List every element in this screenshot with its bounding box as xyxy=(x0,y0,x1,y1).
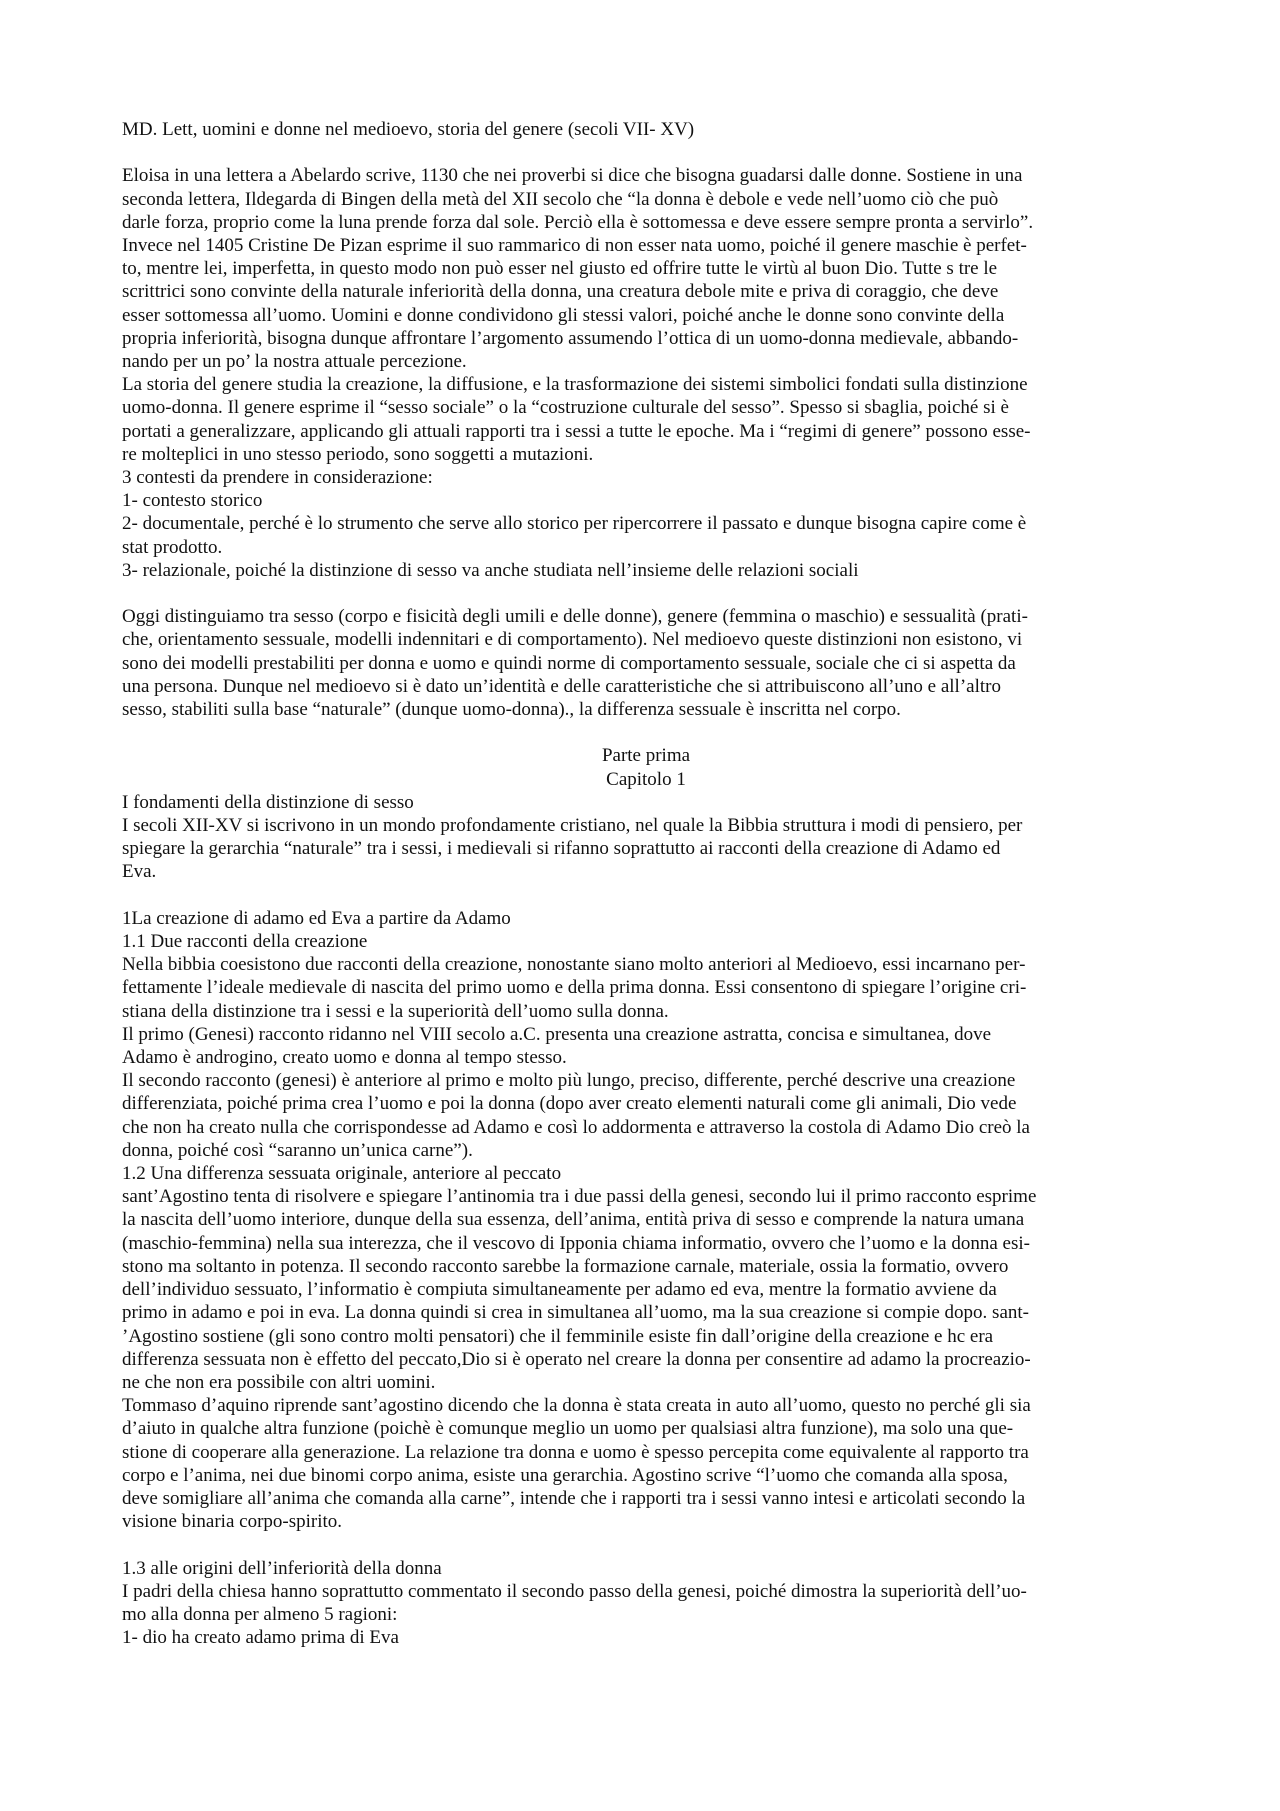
spacer xyxy=(122,1533,1170,1556)
list-item: 2- documentale, perché è lo strumento che serve allo storico per ripercorrere il passato e dunque bisogna capire come è xyxy=(122,513,1027,535)
spacer xyxy=(122,582,1170,605)
text-line: (maschio-femmina) nella sua interezza, che il vescovo di Ipponia chiama informatio, ovvero che l’uomo e la donna esi- xyxy=(122,1232,1030,1254)
text-line: darle forza, proprio come la luna prende forza dal sole. Perciò ella è sottomessa e deve essere sempre pronta a servirlo”. xyxy=(122,211,1034,233)
text-line: propria inferiorità, bisogna dunque affrontare l’argomento assumendo l’ottica di un uomo-donna medievale, abbando- xyxy=(122,327,1019,349)
text-line: ’Agostino sostiene (gli sono contro molti pensatori) che il femminile esiste fin dall’origine della creazione e hc era xyxy=(122,1325,994,1347)
text-line: Il primo (Genesi) racconto ridanno nel VIII secolo a.C. presenta una creazione astratta, concisa e simultanea, dove xyxy=(122,1023,992,1045)
text-line: la nascita dell’uomo interiore, dunque della sua essenza, dell’anima, entità priva di sesso e comprende la natura umana xyxy=(122,1209,1025,1231)
section-heading: I fondamenti della distinzione di sesso xyxy=(122,791,414,813)
spacer xyxy=(122,884,1170,907)
subsection-heading: 1.3 alle origini dell’inferiorità della donna xyxy=(122,1557,442,1579)
text-line: Oggi distinguiamo tra sesso (corpo e fisicità degli umili e delle donne), genere (femmina o maschio) e sessualità (prati- xyxy=(122,606,1028,628)
text-line: esser sottomessa all’uomo. Uomini e donne condividono gli stessi valori, poiché anche le donne sono convinte della xyxy=(122,304,1005,326)
text-line: seconda lettera, Ildegarda di Bingen della metà del XII secolo che “la donna è debole e vede nell’uomo ciò che può xyxy=(122,188,999,210)
text-line: sesso, stabiliti sulla base “naturale” (dunque uomo-donna)., la differenza sessuale è inscritta nel corpo. xyxy=(122,699,901,721)
part-heading: Parte prima xyxy=(601,745,691,767)
text-line: stiana della distinzione tra i sessi e la superiorità dell’uomo sulla donna. xyxy=(122,1000,669,1022)
list-item: 1- contesto storico xyxy=(122,490,263,512)
text-line: mo alla donna per almeno 5 ragioni: xyxy=(122,1603,398,1625)
text-line: portati a generalizzare, applicando gli attuali rapporti tra i sessi a tutte le epoche. Ma i “regimi di genere” possono esse- xyxy=(122,420,1031,442)
intro-section xyxy=(122,164,1170,582)
text-line: re molteplici in uno stesso periodo, sono soggetti a mutazioni. xyxy=(122,443,594,465)
chapter-body xyxy=(122,791,1170,884)
text-line: scrittrici sono convinte della naturale inferiorità della donna, una creatura debole mite e priva di coraggio, che deve xyxy=(122,281,999,303)
subsection-heading: 1.1 Due racconti della creazione xyxy=(122,931,368,953)
spacer xyxy=(122,721,1170,744)
subsection-heading: 1.2 Una differenza sessuata originale, anteriore al peccato xyxy=(122,1163,562,1185)
text-line: La storia del genere studia la creazione, la diffusione, e la trasformazione dei sistemi simbolici fondati sulla distinzione xyxy=(122,374,1028,396)
text-line: che non ha creato nulla che corrispondesse ad Adamo e così lo addormenta e attraverso la costola di Adamo Dio creò la xyxy=(122,1116,1030,1138)
text-line: fettamente l’ideale medievale di nascita del primo uomo e della prima donna. Essi consentono di spiegare l’origine cri- xyxy=(122,977,1027,999)
text-line: sono dei modelli prestabiliti per donna e uomo e quindi norme di comportamento sessuale, sociale che ci si aspetta da xyxy=(122,652,1016,674)
text-line: visione binaria corpo-spirito. xyxy=(122,1511,343,1533)
section-heading: 1La creazione di adamo ed Eva a partire da Adamo xyxy=(122,907,511,929)
text-line: ne che non era possibile con altri uomini. xyxy=(122,1371,436,1393)
text-line: corpo e l’anima, nei due binomi corpo anima, esiste una gerarchia. Agostino scrive “l’uomo che comanda alla sposa, xyxy=(122,1464,1008,1486)
text-line: deve somigliare all’anima che comanda alla carne”, intende che i rapporti tra i sessi vanno intesi e articolati secondo la xyxy=(122,1487,1026,1509)
text-line: che, orientamento sessuale, modelli indennitari e di comportamento). Nel medioevo queste distinzioni non esistono, vi xyxy=(122,629,1023,651)
text-line: uomo-donna. Il genere esprime il “sesso sociale” o la “costruzione culturale del sesso”. Spesso si sbaglia, poiché si è xyxy=(122,397,1009,419)
text-line: Invece nel 1405 Cristine De Pizan esprime il suo rammarico di non esser nata uomo, poiché il genere maschie è perfet- xyxy=(122,235,1027,256)
text-line: 3 contesti da prendere in considerazione: xyxy=(122,467,433,489)
document-title: MD. Lett, uomini e donne nel medioevo, storia del genere (secoli VII- XV) xyxy=(122,119,695,140)
text-line: spiegare la gerarchia “naturale” tra i sessi, i medievali si rifanno soprattutto ai racconti della creazione di Adamo ed xyxy=(122,838,1001,860)
text-line: stat prodotto. xyxy=(122,536,223,558)
text-line: sant’Agostino tenta di risolvere e spiegare l’antinomia tra i due passi della genesi, secondo lui il primo racconto esprime xyxy=(122,1186,1037,1208)
text-line: Eloisa in una lettera a Abelardo scrive, 1130 che nei proverbi si dice che bisogna guadarsi dalle donne. Sostiene in una xyxy=(122,165,1023,187)
document-page xyxy=(122,118,1170,1649)
text-line: I secoli XII-XV si iscrivono in un mondo profondamente cristiano, nel quale la Bibbia struttura i modi di pensiero, per xyxy=(122,815,1023,837)
text-line: Eva. xyxy=(122,861,157,883)
text-line: I padri della chiesa hanno soprattutto commentato il secondo passo della genesi, poiché dimostra la superiorità dell’uo- xyxy=(122,1580,1027,1602)
gender-distinction-section xyxy=(122,605,1170,721)
text-line: differenziata, poiché prima crea l’uomo e poi la donna (dopo aver creato elementi naturali come gli animali, Dio vede xyxy=(122,1093,1017,1115)
text-line: nando per un po’ la nostra attuale percezione. xyxy=(122,351,467,373)
text-line: dell’individuo sessuato, l’informatio è compiuta simultaneamente per adamo ed eva, mentre la formatio avviene da xyxy=(122,1279,997,1301)
text-line: donna, poiché così “saranno un’unica carne”). xyxy=(122,1139,473,1161)
list-item: 3- relazionale, poiché la distinzione di sesso va anche studiata nell’insieme delle relazioni sociali xyxy=(122,559,859,581)
creation-section xyxy=(122,907,1170,1533)
text-line: to, mentre lei, imperfetta, in questo modo non può esser nel giusto ed offrire tutte le virtù al buon Dio. Tutte s tre le xyxy=(122,258,998,280)
text-line: stione di cooperare alla generazione. La relazione tra donna e uomo è spesso percepita come equivalente al rapporto tra xyxy=(122,1441,1029,1463)
spacer xyxy=(122,141,1170,164)
text-line: una persona. Dunque nel medioevo si è dato un’identità e delle caratteristiche che si attribuiscono all’uno e all’altro xyxy=(122,675,1001,697)
text-line: Tommaso d’aquino riprende sant’agostino dicendo che la donna è stata creata in auto all’uomo, questo no perché gli sia xyxy=(122,1395,1031,1417)
list-item: 1- dio ha creato adamo prima di Eva xyxy=(122,1627,399,1649)
text-line: d’aiuto in qualche altra funzione (poichè è comunque meglio un uomo per qualsiasi altra funzione), ma solo una que- xyxy=(122,1418,1014,1440)
text-line: Il secondo racconto (genesi) è anteriore al primo e molto più lungo, preciso, differente, perché descrive una creazione xyxy=(122,1070,1016,1092)
inferiority-section xyxy=(122,1557,1170,1650)
text-line: primo in adamo e poi in eva. La donna quindi si crea in simultanea all’uomo, ma la sua creazione si compie dopo. sant- xyxy=(122,1302,1029,1324)
text-line: differenza sessuata non è effetto del peccato,Dio si è operato nel creare la donna per consentire ad adamo la procreazio- xyxy=(122,1348,1031,1370)
chapter-heading: Capitolo 1 xyxy=(606,768,686,790)
text-line: Adamo è androgino, creato uomo e donna al tempo stesso. xyxy=(122,1047,567,1069)
text-line: stono ma soltanto in potenza. Il secondo racconto sarebbe la formazione carnale, materiale, ossia la formatio, ovvero xyxy=(122,1255,1009,1277)
text-line: Nella bibbia coesistono due racconti della creazione, nonostante siano molto anteriori al Medioevo, essi incarnano per- xyxy=(122,954,1026,976)
